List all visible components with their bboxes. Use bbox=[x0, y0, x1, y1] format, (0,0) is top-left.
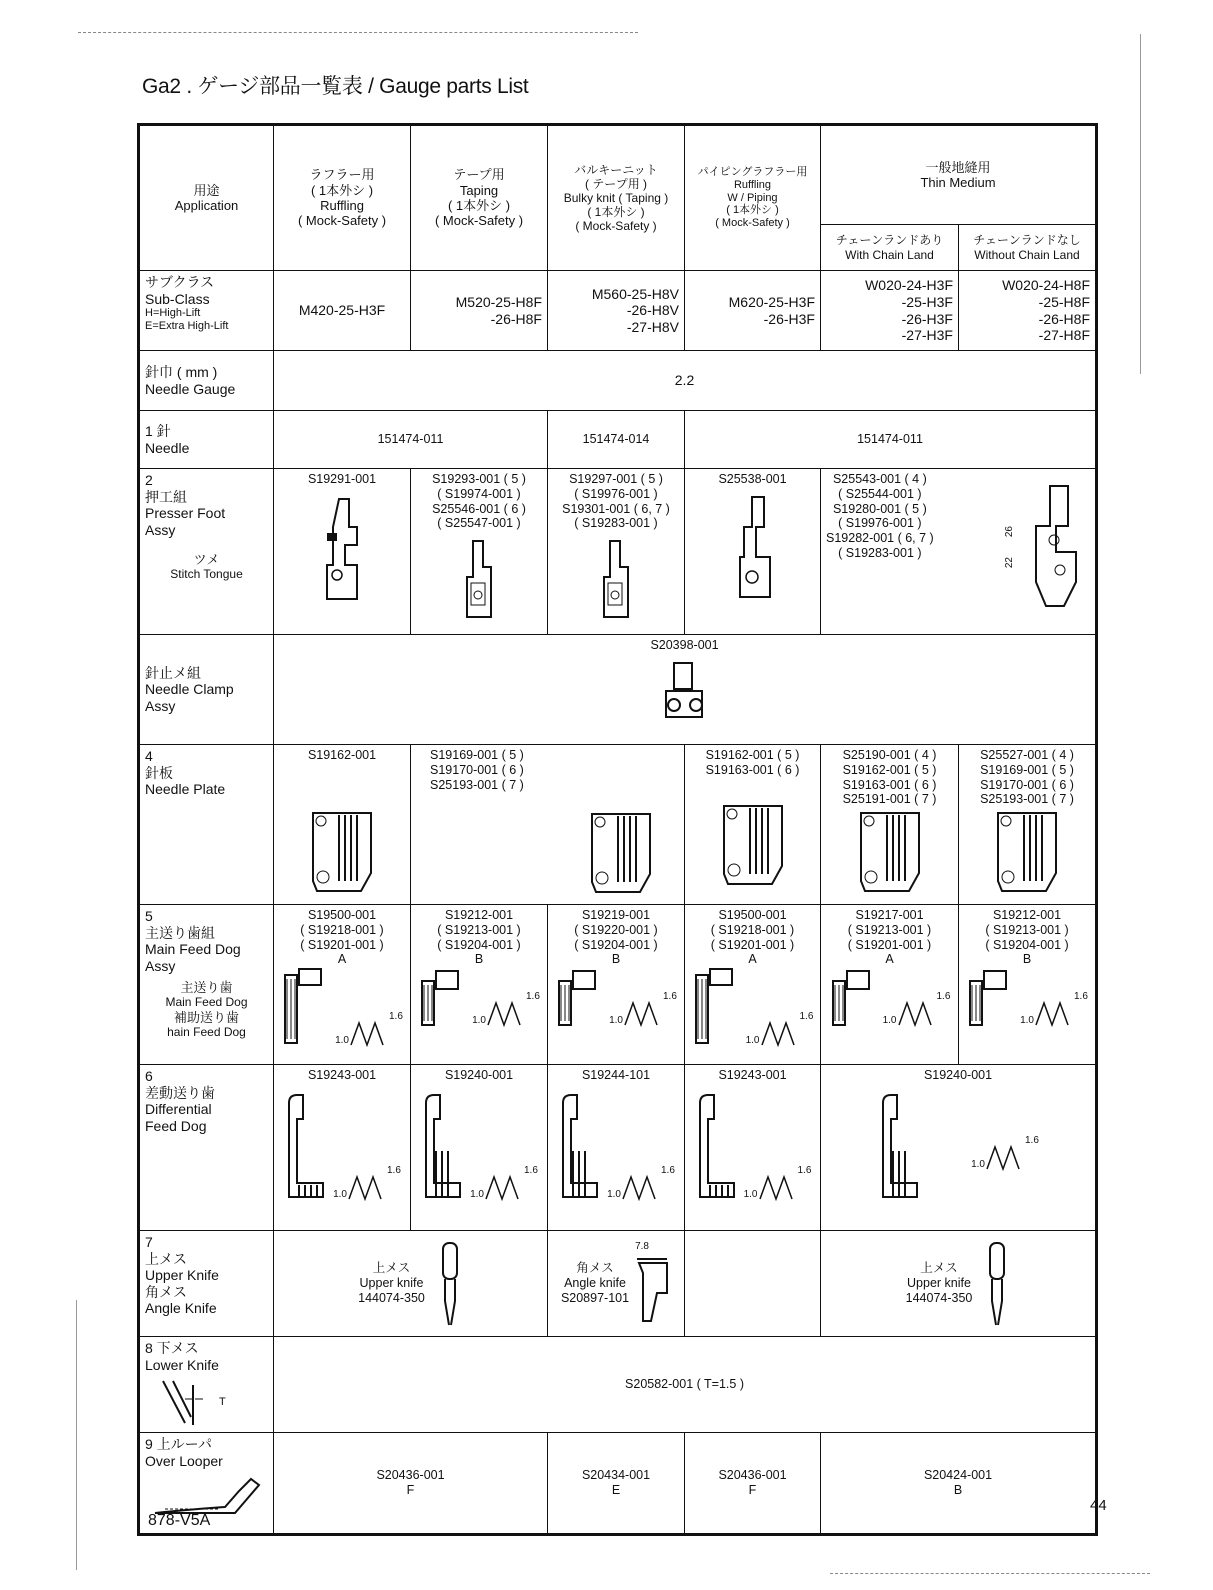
upper-knife-icon bbox=[986, 1239, 1010, 1329]
feed-dog-cell-5: S19217-001 ( S19213-001 ) ( S19201-001 ) A 1.0 1.6 bbox=[821, 905, 959, 1065]
needle-plate-icon bbox=[992, 807, 1062, 897]
left-margin-rule bbox=[76, 1300, 77, 1570]
presser-foot-label: 2 押工組 Presser Foot Assy ツメ Stitch Tongue bbox=[139, 469, 274, 635]
subclass-bulky: M560-25-H8V -26-H8V -27-H8V bbox=[548, 271, 685, 351]
tooth-profile-icon bbox=[621, 1171, 661, 1201]
bulky-knit-header: バルキーニット ( テープ用 ) Bulky knit ( Taping ) ( 1本外シ ) ( Mock-Safety ) bbox=[548, 125, 685, 271]
presser-foot-icon bbox=[1020, 482, 1090, 612]
needle-part-a: 151474-011 bbox=[274, 411, 548, 469]
needle-plate-label: 4 針板 Needle Plate bbox=[139, 745, 274, 905]
taping-header: テープ用 Taping ( 1本外シ ) ( Mock-Safety ) bbox=[411, 125, 548, 271]
lower-knife-value: S20582-001 ( T=1.5 ) bbox=[274, 1337, 1097, 1433]
upper-knife-row bbox=[139, 1231, 1097, 1337]
feed-dog-icon bbox=[555, 967, 603, 1027]
presser-piping: S25538-001 bbox=[685, 469, 821, 635]
page-title: Ga2 . ゲージ部品一覧表 / Gauge parts List bbox=[142, 75, 529, 98]
subclass-with-chain: W020-24-H3F -25-H3F -26-H3F -27-H3F bbox=[821, 271, 959, 351]
presser-ruffling: S19291-001 bbox=[274, 469, 411, 635]
diff-cell-3: S19244-101 1.0 1.6 bbox=[548, 1065, 685, 1231]
needle-clamp-label: 針止メ組 Needle Clamp Assy bbox=[139, 635, 274, 745]
subclass-row bbox=[139, 271, 1097, 351]
needle-label: 1 針 Needle bbox=[139, 411, 274, 469]
upper-knife-label: 7 上メス Upper Knife 角メス Angle Knife bbox=[139, 1231, 274, 1337]
feed-dog-icon bbox=[966, 967, 1014, 1027]
needle-part-b: 151474-014 bbox=[548, 411, 685, 469]
application-header: 用途 Application bbox=[139, 125, 274, 271]
subclass-taping: M520-25-H8F -26-H8F bbox=[411, 271, 548, 351]
plate-without-chain: S25527-001 ( 4 ) S19169-001 ( 5 ) S19170-001 ( 6 ) S25193-001 ( 7 ) bbox=[959, 745, 1097, 905]
upper-knife-empty bbox=[685, 1231, 821, 1337]
presser-taping: S19293-001 ( 5 ) ( S19974-001 ) S25546-001 ( 6 ) ( S25547-001 ) bbox=[411, 469, 548, 635]
needle-plate-icon bbox=[855, 807, 925, 897]
differential-feed-dog-icon bbox=[283, 1091, 327, 1201]
without-chain-land-header: チェーンランドなし Without Chain Land bbox=[959, 225, 1097, 271]
tooth-profile-icon bbox=[897, 997, 937, 1027]
thin-medium-header: 一般地縫用 Thin Medium bbox=[821, 125, 1097, 225]
tooth-profile-icon bbox=[349, 1017, 389, 1047]
over-looper-label: 9 上ルーパ Over Looper bbox=[139, 1433, 274, 1535]
needle-clamp-row bbox=[139, 635, 1097, 745]
needle-plate-icon bbox=[307, 807, 377, 897]
top-rule bbox=[78, 32, 638, 33]
differential-feed-dog-icon bbox=[557, 1091, 601, 1201]
needle-gauge-row bbox=[139, 351, 1097, 411]
plate-ruffling: S19162-001 bbox=[274, 745, 411, 905]
tooth-profile-icon bbox=[1034, 997, 1074, 1027]
main-feed-dog-label: 5 主送り歯組 Main Feed Dog Assy 主送り歯 Main Feed Dog 補助送り歯 hain Feed Dog bbox=[139, 905, 274, 1065]
presser-foot-icon bbox=[459, 537, 499, 623]
upper-knife-icon bbox=[439, 1239, 463, 1329]
feed-dog-icon bbox=[281, 967, 329, 1047]
lower-knife-label: 8 下メス Lower Knife T bbox=[139, 1337, 274, 1433]
needle-clamp-icon bbox=[660, 659, 710, 729]
plate-taping-bulky: S19169-001 ( 5 ) S19170-001 ( 6 ) S25193-001 ( 7 ) bbox=[411, 745, 685, 905]
tooth-profile-icon bbox=[985, 1141, 1025, 1171]
tooth-profile-icon bbox=[623, 997, 663, 1027]
subclass-label: サブクラス Sub-Class H=High-Lift E=Extra High-Lift bbox=[139, 271, 274, 351]
feed-dog-cell-3: S19219-001 ( S19220-001 ) ( S19204-001 ) B 1.0 1.6 bbox=[548, 905, 685, 1065]
model-code: 878-V5A bbox=[148, 1512, 211, 1529]
differential-feed-dog-icon bbox=[694, 1091, 738, 1201]
tooth-profile-icon bbox=[760, 1017, 800, 1047]
needle-plate-icon bbox=[586, 808, 656, 898]
needle-plate-row bbox=[139, 745, 1097, 905]
page-number: 44 bbox=[1090, 1497, 1107, 1514]
feed-dog-cell-6: S19212-001 ( S19213-001 ) ( S19204-001 ) B 1.0 1.6 bbox=[959, 905, 1097, 1065]
presser-foot-row bbox=[139, 469, 1097, 635]
needle-plate-icon bbox=[718, 800, 788, 890]
presser-foot-icon bbox=[596, 537, 636, 623]
differential-feed-dog-icon bbox=[420, 1091, 464, 1201]
header-row bbox=[139, 125, 1097, 225]
right-margin-rule bbox=[1140, 34, 1141, 374]
over-looper-row bbox=[139, 1433, 1097, 1535]
upper-knife-cell-a: 上メス Upper knife 144074-350 bbox=[274, 1231, 548, 1337]
main-feed-dog-row bbox=[139, 905, 1097, 1065]
diff-cell-4: S19243-001 1.0 1.6 bbox=[685, 1065, 821, 1231]
differential-feed-dog-icon bbox=[877, 1091, 921, 1201]
tooth-profile-icon bbox=[758, 1171, 798, 1201]
looper-cell-d: S20424-001 B bbox=[821, 1433, 1097, 1535]
with-chain-land-header: チェーンランドあり With Chain Land bbox=[821, 225, 959, 271]
lower-knife-row bbox=[139, 1337, 1097, 1433]
upper-knife-cell-c: 上メス Upper knife 144074-350 bbox=[821, 1231, 1097, 1337]
feed-dog-cell-1: S19500-001 ( S19218-001 ) ( S19201-001 ) A 1.0 1.6 bbox=[274, 905, 411, 1065]
tooth-profile-icon bbox=[484, 1171, 524, 1201]
plate-piping: S19162-001 ( 5 ) S19163-001 ( 6 ) bbox=[685, 745, 821, 905]
differential-feed-dog-row bbox=[139, 1065, 1097, 1231]
piping-ruffling-header: パイピングラフラー用 Ruffling W / Piping ( 1本外シ ) ( Mock-Safety ) bbox=[685, 125, 821, 271]
differential-feed-dog-label: 6 差動送り歯 Differential Feed Dog bbox=[139, 1065, 274, 1231]
needle-part-c: 151474-011 bbox=[685, 411, 1097, 469]
bottom-rule bbox=[830, 1573, 1150, 1574]
tooth-profile-icon bbox=[347, 1171, 387, 1201]
subclass-ruffling: M420-25-H3F bbox=[274, 271, 411, 351]
ruffling-header: ラフラー用 ( 1本外シ ) Ruffling ( Mock-Safety ) bbox=[274, 125, 411, 271]
diff-cell-2: S19240-001 1.0 1.6 bbox=[411, 1065, 548, 1231]
angle-knife-icon bbox=[635, 1253, 671, 1323]
feed-dog-cell-4: S19500-001 ( S19218-001 ) ( S19201-001 ) A 1.0 1.6 bbox=[685, 905, 821, 1065]
subclass-piping: M620-25-H3F -26-H3F bbox=[685, 271, 821, 351]
looper-cell-a: S20436-001 F bbox=[274, 1433, 548, 1535]
presser-bulky: S19297-001 ( 5 ) ( S19976-001 ) S19301-001 ( 6, 7 ) ( S19283-001 ) bbox=[548, 469, 685, 635]
tooth-profile-icon bbox=[486, 997, 526, 1027]
presser-foot-icon bbox=[317, 493, 367, 603]
diff-cell-1: S19243-001 1.0 1.6 bbox=[274, 1065, 411, 1231]
presser-thin-medium: S25543-001 ( 4 ) ( S25544-001 ) S19280-001 ( 5 ) ( S19976-001 ) S19282-001 ( 6, 7 ) ( S19283-001 ) 26 22 bbox=[821, 469, 1097, 635]
looper-cell-b: S20434-001 E bbox=[548, 1433, 685, 1535]
feed-dog-icon bbox=[692, 967, 740, 1047]
angle-knife-cell: 角メス Angle knife S20897-101 7.8 bbox=[548, 1231, 685, 1337]
needle-gauge-value: 2.2 bbox=[274, 351, 1097, 411]
feed-dog-icon bbox=[829, 967, 877, 1027]
feed-dog-icon bbox=[418, 967, 466, 1027]
feed-dog-cell-2: S19212-001 ( S19213-001 ) ( S19204-001 ) B 1.0 1.6 bbox=[411, 905, 548, 1065]
looper-cell-c: S20436-001 F bbox=[685, 1433, 821, 1535]
needle-row bbox=[139, 411, 1097, 469]
presser-foot-icon bbox=[728, 493, 778, 603]
needle-gauge-label: 針巾 ( mm ) Needle Gauge bbox=[139, 351, 274, 411]
diff-cell-5: S19240-001 1.0 1.6 bbox=[821, 1065, 1097, 1231]
subclass-without-chain: W020-24-H8F -25-H8F -26-H8F -27-H8F bbox=[959, 271, 1097, 351]
needle-clamp-cell: S20398-001 bbox=[274, 635, 1097, 745]
lower-knife-icon bbox=[159, 1377, 219, 1427]
plate-with-chain: S25190-001 ( 4 ) S19162-001 ( 5 ) S19163-001 ( 6 ) S25191-001 ( 7 ) bbox=[821, 745, 959, 905]
gauge-parts-table bbox=[137, 123, 1098, 1536]
